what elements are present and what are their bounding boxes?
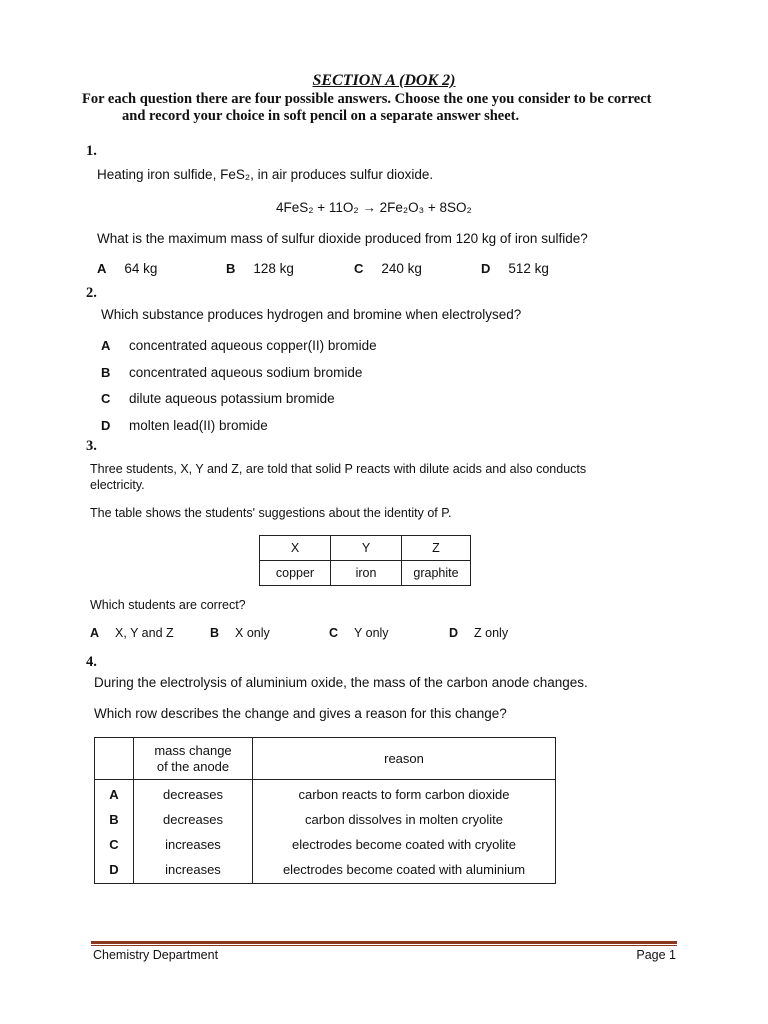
option-letter: B bbox=[210, 626, 220, 640]
option-letter: B bbox=[226, 261, 236, 276]
question-3-number: 3. bbox=[86, 438, 97, 454]
option-text: 128 kg bbox=[253, 261, 294, 276]
option-letter: C bbox=[329, 626, 339, 640]
option-letter: B bbox=[101, 365, 111, 380]
table-header-x: X bbox=[260, 536, 331, 561]
option-letter: D bbox=[449, 626, 459, 640]
table-row[interactable] bbox=[95, 780, 556, 807]
row-mass: decreases bbox=[134, 807, 253, 832]
option-text: 512 kg bbox=[508, 261, 549, 276]
row-letter: A bbox=[95, 780, 134, 807]
question-4-table bbox=[94, 737, 556, 884]
question-1-option-b[interactable] bbox=[226, 260, 294, 278]
table-header-z: Z bbox=[402, 536, 471, 561]
question-3-option-a[interactable] bbox=[90, 624, 174, 642]
option-text: X, Y and Z bbox=[115, 626, 174, 640]
table-header-blank bbox=[95, 738, 134, 780]
question-1-option-a[interactable] bbox=[97, 260, 157, 278]
question-2-option-d[interactable] bbox=[101, 417, 268, 435]
table-row[interactable] bbox=[95, 807, 556, 832]
question-4-number: 4. bbox=[86, 654, 97, 670]
question-2-option-c[interactable] bbox=[101, 390, 335, 408]
option-text: dilute aqueous potassium bromide bbox=[129, 391, 335, 406]
row-mass: increases bbox=[134, 832, 253, 857]
footer-rule-thick bbox=[91, 941, 677, 944]
option-text: molten lead(II) bromide bbox=[129, 418, 268, 433]
table-header-reason: reason bbox=[253, 738, 556, 780]
question-2-number: 2. bbox=[86, 285, 97, 301]
table-header-mass-change bbox=[134, 738, 253, 780]
table-cell-x: copper bbox=[260, 561, 331, 586]
header-mass-line-1: mass change bbox=[154, 742, 232, 758]
row-reason: carbon reacts to form carbon dioxide bbox=[253, 780, 556, 807]
option-letter: A bbox=[101, 338, 111, 353]
header-mass-line-2: of the anode bbox=[156, 758, 230, 774]
question-3-text-line-1: Three students, X, Y and Z, are told that solid P reacts with dilute acids and also conducts bbox=[90, 462, 587, 476]
table-header-y: Y bbox=[331, 536, 402, 561]
row-reason: carbon dissolves in molten cryolite bbox=[253, 807, 556, 832]
instruction-line-1: For each question there are four possible answers. Choose the one you consider to be correct bbox=[82, 91, 652, 107]
option-letter: C bbox=[354, 261, 364, 276]
option-letter: C bbox=[101, 391, 111, 406]
table-row[interactable] bbox=[95, 857, 556, 884]
row-reason: electrodes become coated with cryolite bbox=[253, 832, 556, 857]
question-3-option-d[interactable] bbox=[449, 624, 508, 642]
question-3-text-line-2: electricity. bbox=[90, 478, 145, 492]
row-reason: electrodes become coated with aluminium bbox=[253, 857, 556, 884]
row-letter: B bbox=[95, 807, 134, 832]
table-row[interactable] bbox=[95, 832, 556, 857]
option-letter: A bbox=[90, 626, 100, 640]
row-letter: D bbox=[95, 857, 134, 884]
question-3-option-c[interactable] bbox=[329, 624, 389, 642]
footer-page-number: Page 1 bbox=[636, 948, 676, 962]
row-mass: decreases bbox=[134, 780, 253, 807]
option-text: concentrated aqueous copper(II) bromide bbox=[129, 338, 377, 353]
question-1-prompt: What is the maximum mass of sulfur dioxide produced from 120 kg of iron sulfide? bbox=[97, 231, 588, 246]
question-2-option-b[interactable] bbox=[101, 364, 362, 382]
table-cell-z: graphite bbox=[402, 561, 471, 586]
option-letter: D bbox=[481, 261, 491, 276]
question-1-option-d[interactable] bbox=[481, 260, 549, 278]
question-2-option-a[interactable] bbox=[101, 337, 377, 355]
question-1-option-c[interactable] bbox=[354, 260, 422, 278]
question-1-text: Heating iron sulfide, FeS₂, in air produces sulfur dioxide. bbox=[97, 167, 434, 182]
option-text: Y only bbox=[354, 626, 389, 640]
option-text: concentrated aqueous sodium bromide bbox=[129, 365, 363, 380]
question-4-text: During the electrolysis of aluminium oxide, the mass of the carbon anode changes. bbox=[94, 675, 588, 690]
footer-department: Chemistry Department bbox=[93, 948, 219, 962]
table-cell-y: iron bbox=[331, 561, 402, 586]
question-1-equation: 4FeS₂ + 11O₂ → 2Fe₂O₃ + 8SO₂ bbox=[276, 200, 472, 215]
question-1-number: 1. bbox=[86, 143, 97, 159]
section-title: SECTION A (DOK 2) bbox=[312, 72, 456, 89]
footer-rule-thin bbox=[91, 945, 677, 946]
option-text: Z only bbox=[474, 626, 509, 640]
instruction-line-2: and record your choice in soft pencil on a separate answer sheet. bbox=[122, 108, 520, 124]
option-text: X only bbox=[235, 626, 270, 640]
option-letter: A bbox=[97, 261, 107, 276]
question-3-option-b[interactable] bbox=[210, 624, 270, 642]
question-3-table-intro: The table shows the students' suggestions about the identity of P. bbox=[90, 506, 452, 520]
question-2-prompt: Which substance produces hydrogen and bromine when electrolysed? bbox=[101, 307, 522, 322]
option-text: 64 kg bbox=[124, 261, 158, 276]
option-text: 240 kg bbox=[381, 261, 422, 276]
question-3-prompt: Which students are correct? bbox=[90, 598, 246, 612]
row-letter: C bbox=[95, 832, 134, 857]
row-mass: increases bbox=[134, 857, 253, 884]
question-3-table bbox=[259, 535, 471, 586]
option-letter: D bbox=[101, 418, 111, 433]
question-4-prompt: Which row describes the change and gives a reason for this change? bbox=[94, 706, 507, 721]
